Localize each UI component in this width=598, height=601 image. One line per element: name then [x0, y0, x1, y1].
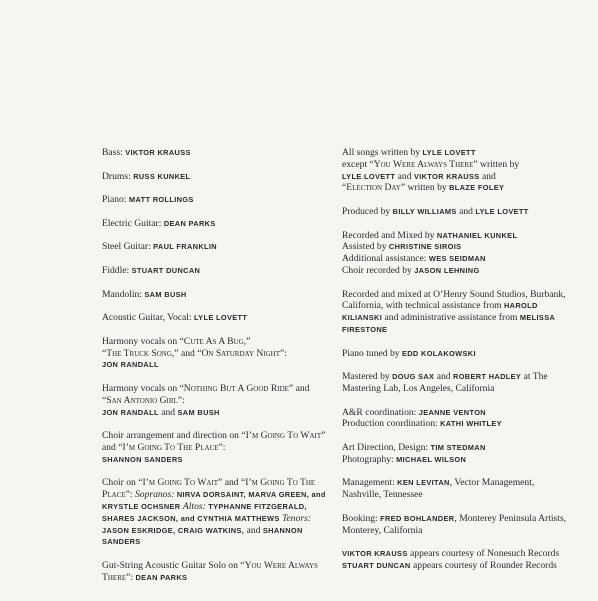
text: appears courtesy of Nonesuch Records: [410, 548, 560, 560]
text: ”:: [280, 347, 287, 359]
musician-credits-column: [102, 147, 330, 595]
text: , Vector Management, Nashville, Tennessee: [342, 477, 535, 501]
voice-part-label: Tenors:: [282, 512, 312, 524]
credit-label: Steel Guitar:: [102, 241, 151, 253]
credit-name: KEN LEVITAN: [397, 478, 450, 488]
text: Photography:: [342, 453, 394, 465]
drums-credit: [102, 171, 330, 183]
text: ” and “: [102, 382, 310, 406]
text: and: [397, 170, 412, 182]
booking-credit: [342, 513, 574, 537]
credit-name: JASON LEHNING: [414, 265, 480, 275]
credit-name: BLAZE FOLEY: [449, 183, 505, 193]
song-title: You Were Always There: [102, 559, 318, 583]
producer-credit: [342, 206, 574, 218]
text: Produced by: [342, 205, 391, 217]
credit-name: KATHI WHITLEY: [440, 419, 502, 429]
harmony-vocals-credit-2: [102, 383, 330, 418]
credit-label: Acoustic Guitar, Vocal:: [102, 312, 192, 324]
credit-name: PAUL FRANKLIN: [153, 242, 217, 252]
management-credit: [342, 477, 574, 501]
mastering-credit: [342, 371, 574, 395]
credit-name: RUSS KUNKEL: [133, 171, 191, 181]
text: , Monterey Peninsula Artists, Monterey, California: [342, 512, 567, 536]
credit-name: JEANNE VENTON: [418, 407, 486, 417]
recording-credits: [342, 230, 574, 277]
credit-name: LYLE LOVETT: [422, 148, 476, 157]
credit-name: STUART DUNCAN: [131, 265, 201, 275]
steel-guitar-credit: [102, 241, 330, 253]
credit-label: Drums:: [102, 170, 131, 182]
text: All songs written by: [342, 147, 421, 158]
credit-name: MICHAEL WILSON: [396, 454, 467, 464]
text: and: [246, 524, 261, 536]
text: Mastered by: [342, 371, 390, 383]
bass-credit: [102, 147, 330, 159]
courtesy-credits: [342, 548, 574, 572]
song-title: Cute As A Bug,: [183, 335, 247, 347]
credit-name: MATT ROLLINGS: [128, 195, 194, 205]
credit-name: ROBERT HADLEY: [453, 372, 522, 382]
text: Harmony vocals on “: [102, 382, 184, 394]
credit-label: Electric Guitar:: [102, 217, 162, 229]
credit-label: Bass:: [102, 147, 123, 158]
credit-name: VIKTOR KRAUSS: [125, 148, 191, 157]
credit-name: MELISSA FIRESTONE: [342, 313, 555, 334]
coordination-credits: [342, 407, 574, 431]
song-title: San Antonio Girl: [106, 394, 178, 406]
song-title: I’m Going To The Place: [122, 441, 219, 453]
text: Choir arrangement and direction on “: [102, 430, 246, 442]
credit-name: NATHANIEL KUNKEL: [436, 230, 518, 240]
credit-name: EDD KOLAKOWSKI: [401, 348, 476, 358]
text: Gut-String Acoustic Guitar Solo on “: [102, 559, 245, 571]
text: and: [161, 406, 176, 418]
mandolin-credit: [102, 289, 330, 301]
credit-name: NIRVA DORSAINT, MARVA GREEN, and KRYSTLE OCHSNER: [102, 490, 326, 511]
text: Recorded and Mixed by: [342, 229, 435, 241]
text: Production coordination:: [342, 418, 438, 430]
choir-arrangement-credit: [102, 430, 330, 465]
text: ” and “: [218, 477, 246, 489]
production-credits-column: [342, 147, 574, 583]
studio-credit: [342, 289, 574, 336]
text: Management:: [342, 477, 395, 489]
song-title: “Election Day: [342, 182, 401, 194]
text: and administrative assistance from: [384, 312, 518, 324]
credit-name: TIM STEDMAN: [430, 442, 486, 452]
piano-credit: [102, 194, 330, 206]
text: ”:: [125, 489, 133, 501]
song-title: You Were Always There: [373, 158, 474, 170]
harmony-vocals-credit-1: [102, 336, 330, 371]
credit-name: SHANNON SANDERS: [102, 454, 183, 464]
song-title: I’m Going To Wait: [245, 430, 322, 442]
text: A&R coordination:: [342, 406, 417, 418]
gut-string-solo-credit: [102, 560, 330, 584]
text: Additional assistance:: [342, 253, 427, 265]
song-title: “The Truck Song,: [102, 347, 175, 359]
text: ”:: [218, 441, 226, 453]
text: Choir on “: [102, 477, 143, 489]
credit-name: JASON ESKRIDGE, CRAIG WATKINS,: [102, 525, 245, 535]
credit-name: WES SEIDMAN: [428, 254, 486, 264]
song-title: I’m Going To The Place: [102, 477, 316, 501]
credit-name: VIKTOR KRAUSS: [413, 171, 480, 181]
credit-name: JON RANDALL: [102, 407, 159, 417]
text: Choir recorded by: [342, 264, 412, 276]
credit-name: LYLE LOVETT: [342, 171, 396, 181]
credit-label: Mandolin:: [102, 288, 142, 300]
credit-name: LYLE LOVETT: [194, 313, 248, 323]
fiddle-credit: [102, 265, 330, 277]
text: ” and “: [174, 347, 202, 359]
credit-name: LYLE LOVETT: [475, 206, 529, 216]
song-title: Nothing But A Good Ride: [183, 382, 289, 394]
text: Art Direction, Design:: [342, 441, 429, 453]
text: Booking:: [342, 512, 378, 524]
credit-name: SAM BUSH: [144, 289, 187, 299]
credit-name: TYPHANNE FITZGERALD, SHARES JACKSON, and CYNTHIA MATTHEWS: [102, 501, 307, 523]
song-title: I’m Going To Wait: [142, 477, 219, 489]
electric-guitar-credit: [102, 218, 330, 230]
text: ”:: [177, 394, 185, 406]
piano-tuning-credit: [342, 348, 574, 360]
text: and: [459, 205, 473, 217]
songwriting-credit: [342, 147, 574, 194]
text: ”:: [126, 571, 134, 583]
text: and: [481, 170, 496, 182]
text: and: [436, 371, 451, 383]
credit-name: DEAN PARKS: [135, 572, 188, 582]
art-credits: [342, 442, 574, 466]
credit-name: DOUG SAX: [392, 372, 435, 382]
credit-name: SAM BUSH: [177, 407, 220, 417]
credit-name: HAROLD KILIANSKI: [342, 301, 538, 323]
credit-name: STUART DUNCAN: [342, 560, 411, 570]
credit-name: SHANNON SANDERS: [102, 525, 303, 547]
text: at The Mastering Lab, Los Angeles, California: [342, 371, 548, 394]
credit-label: Piano:: [102, 194, 127, 206]
voice-part-label: Sopranos:: [134, 489, 175, 501]
text: ”: [246, 335, 251, 347]
text: Harmony vocals on “: [102, 335, 184, 347]
credit-name: DEAN PARKS: [163, 218, 216, 228]
text: appears courtesy of Rounder Records: [413, 559, 557, 571]
text: Assisted by: [342, 241, 387, 253]
text: Piano tuned by: [342, 347, 400, 359]
choir-credit: [102, 477, 330, 548]
voice-part-label: Altos:: [182, 500, 206, 512]
credit-name: VIKTOR KRAUSS: [342, 549, 408, 559]
text: ” written by: [400, 182, 447, 194]
text: ” written by: [473, 158, 520, 170]
credit-name: JON RANDALL: [102, 360, 159, 370]
credit-name: BILLY WILLIAMS: [392, 206, 457, 216]
acoustic-vocal-credit: [102, 312, 330, 324]
credit-name: CHRISTINE SIROIS: [388, 242, 462, 252]
text: ” and “: [102, 430, 326, 453]
text: Recorded and mixed at O’Henry Sound Studios, Burbank, California, with technical assistance from: [342, 288, 566, 312]
song-title: On Saturday Night: [201, 347, 281, 359]
credit-label: Fiddle:: [102, 264, 130, 276]
text: except “: [342, 158, 374, 170]
credit-name: FRED BOHLANDER: [380, 513, 455, 523]
